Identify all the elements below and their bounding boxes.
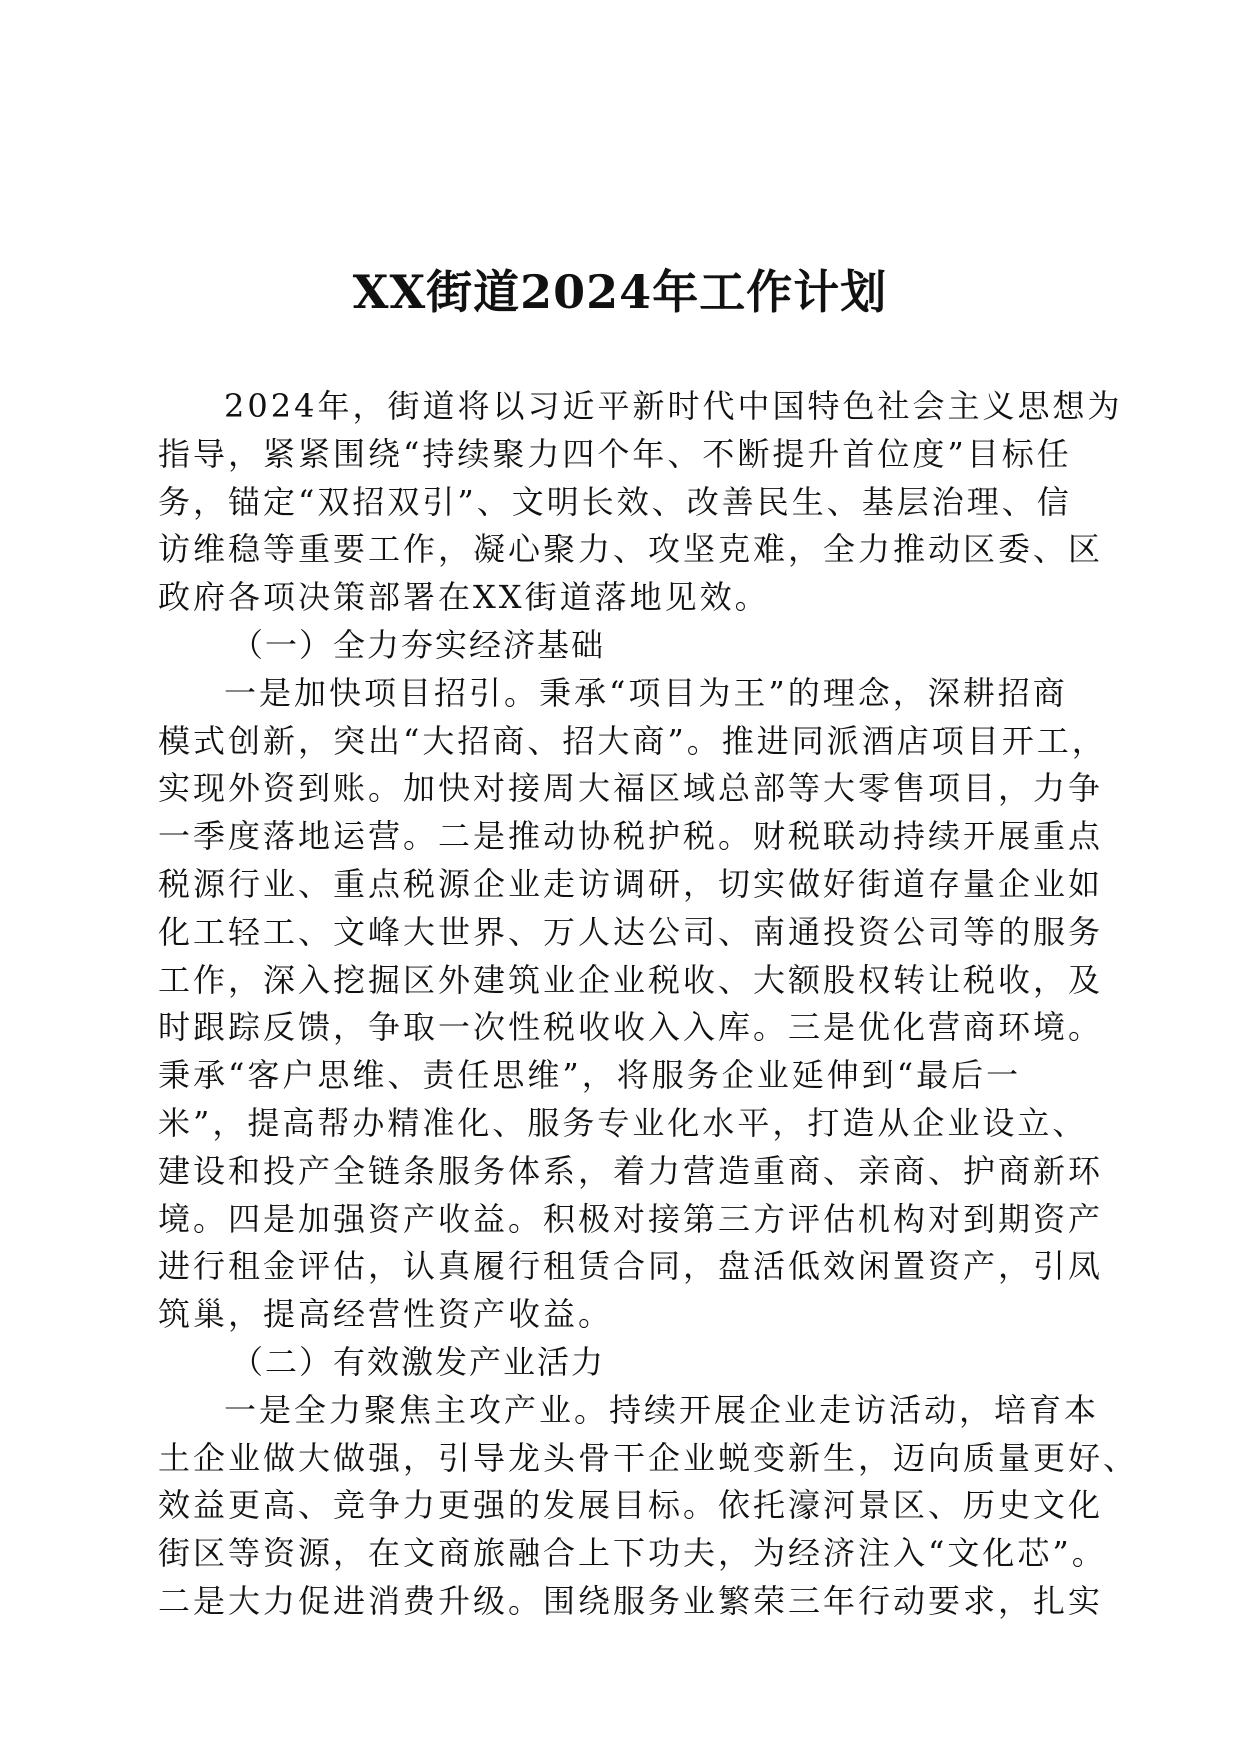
paragraph-line: 米”，提高帮办精准化、服务专业化水平，打造从企业设立、: [158, 1103, 1088, 1142]
paragraph-line: 一是全力聚焦主攻产业。持续开展企业走访活动，培育本: [224, 1390, 1100, 1429]
paragraph-line: 税源行业、重点税源企业走访调研，切实做好街道存量企业如: [158, 864, 1104, 903]
paragraph-line: 政府各项决策部署在XX街道落地见效。: [158, 578, 770, 617]
paragraph-line: 街区等资源，在文商旅融合上下功夫，为经济注入“文化芯”。: [158, 1534, 1107, 1573]
paragraph-line: 化工轻工、文峰大世界、万人达公司、南通投资公司等的服务: [158, 912, 1104, 951]
paragraph-line: 土企业做大做强，引导龙头骨干企业蜕变新生，迈向质量更好、: [158, 1438, 1139, 1477]
section-heading: （二）有效激发产业活力: [231, 1342, 606, 1381]
paragraph-line: 访维稳等重要工作，凝心聚力、攻坚克难，全力推动区委、区: [158, 530, 1104, 569]
paragraph-line: 2024年，街道将以习近平新时代中国特色社会主义思想为: [224, 387, 1123, 425]
document-title: XX街道2024年工作计划: [352, 265, 888, 319]
paragraph-line: 建设和投产全链条服务体系，着力营造重商、亲商、护商新环: [158, 1151, 1104, 1190]
paragraph-line: 筑巢，提高经营性资产收益。: [158, 1295, 614, 1334]
paragraph-line: 进行租金评估，认真履行租赁合同，盘活低效闲置资产，引凤: [158, 1247, 1104, 1286]
paragraph-line: 模式创新，突出“大招商、招大商”。推进同派酒店项目开工，: [158, 721, 1107, 760]
paragraph-line: 务，锚定“双招双引”、文明长效、改善民生、基层治理、信: [158, 482, 1072, 521]
paragraph-line: 工作，深入挖掘区外建筑业企业税收、大额股权转让税收，及: [158, 960, 1104, 999]
paragraph-line: 效益更高、竞争力更强的发展目标。依托濠河景区、历史文化: [158, 1486, 1104, 1525]
paragraph-line: 指导，紧紧围绕“持续聚力四个年、不断提升首位度”目标任: [158, 434, 1072, 473]
paragraph-line: 一季度落地运营。二是推动协税护税。财税联动持续开展重点: [158, 817, 1104, 856]
section-heading: （一）全力夯实经济基础: [231, 625, 606, 664]
paragraph-line: 一是加快项目招引。秉承“项目为王”的理念，深耕招商: [224, 673, 1068, 712]
document-body: [158, 383, 1139, 1626]
paragraph-line: 时跟踪反馈，争取一次性税收收入入库。三是优化营商环境。: [158, 1008, 1104, 1047]
paragraph-line: 二是大力促进消费升级。围绕服务业繁荣三年行动要求，扎实: [158, 1581, 1104, 1620]
paragraph-line: 实现外资到账。加快对接周大福区域总部等大零售项目，力争: [158, 769, 1104, 808]
paragraph-line: 境。四是加强资产收益。积极对接第三方评估机构对到期资产: [158, 1199, 1104, 1238]
paragraph-line: 秉承“客户思维、责任思维”，将服务企业延伸到“最后一: [158, 1056, 1022, 1095]
